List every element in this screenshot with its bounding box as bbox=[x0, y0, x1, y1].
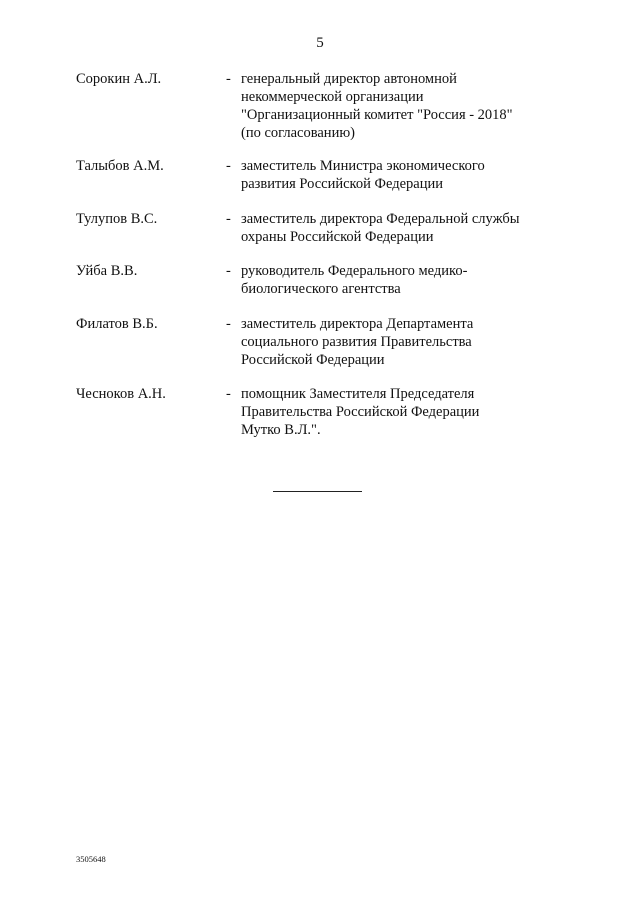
description-line: заместитель директора Департамента bbox=[241, 316, 474, 332]
position-description bbox=[241, 157, 541, 193]
position-description bbox=[241, 210, 541, 246]
description-line: некоммерческой организации bbox=[241, 89, 424, 105]
dash-separator: - bbox=[226, 158, 231, 174]
description-line: руководитель Федерального медико- bbox=[241, 263, 468, 279]
dash-separator: - bbox=[226, 316, 231, 332]
description-line: социального развития Правительства bbox=[241, 334, 472, 350]
person-name: Чесноков А.Н. bbox=[76, 386, 166, 402]
description-line: Российской Федерации bbox=[241, 352, 385, 368]
description-line: помощник Заместителя Председателя bbox=[241, 386, 475, 402]
dash-separator: - bbox=[226, 263, 231, 279]
person-name: Уйба В.В. bbox=[76, 263, 138, 279]
dash-separator: - bbox=[226, 211, 231, 227]
description-line: Правительства Российской Федерации bbox=[241, 404, 480, 420]
position-description bbox=[241, 262, 541, 298]
person-name: Талыбов А.М. bbox=[76, 158, 164, 174]
description-line: заместитель директора Федеральной службы bbox=[241, 211, 520, 227]
document-code: 3505648 bbox=[76, 854, 106, 864]
position-description bbox=[241, 70, 541, 142]
description-line: (по согласованию) bbox=[241, 125, 355, 141]
page-number: 5 bbox=[316, 35, 324, 51]
end-of-list-divider bbox=[273, 491, 362, 492]
person-name: Филатов В.Б. bbox=[76, 316, 158, 332]
dash-separator: - bbox=[226, 71, 231, 87]
person-name: Тулупов В.С. bbox=[76, 211, 158, 227]
description-line: охраны Российской Федерации bbox=[241, 229, 434, 245]
position-description bbox=[241, 385, 541, 439]
description-line: генеральный директор автономной bbox=[241, 71, 457, 87]
description-line: развития Российской Федерации bbox=[241, 176, 443, 192]
description-line: "Организационный комитет "Россия - 2018" bbox=[241, 107, 513, 123]
dash-separator: - bbox=[226, 386, 231, 402]
description-line: биологического агентства bbox=[241, 281, 401, 297]
person-name: Сорокин А.Л. bbox=[76, 71, 162, 87]
description-line: заместитель Министра экономического bbox=[241, 158, 485, 174]
description-line: Мутко В.Л.". bbox=[241, 422, 321, 438]
position-description bbox=[241, 315, 541, 369]
